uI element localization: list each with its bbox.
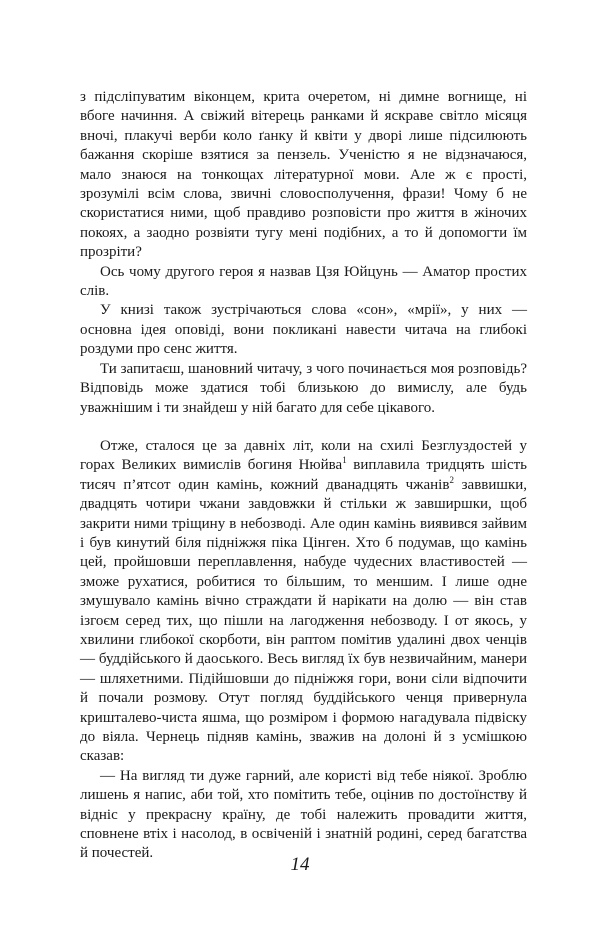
story-text-part-b: виплавила тридцять шість тисяч п’ятсот один камінь, кожний дванадцять чжанів — [80, 457, 528, 493]
paragraph-reader-question: Ти запитаєш, шановний читачу, з чого починається моя розповідь? Відповідь може здатися тобі близькою до вимислу, але будь уважнішим і ти знайдеш у ній багато для себе цікавого. — [80, 360, 527, 416]
story-text-part-c: заввишки, двадцять чотири чжани завдовжки й стільки ж завширшки, щоб закрити ними тріщину в небозводі. Але один камінь виявився зайвим і був кинутий біля підніжжя піка Цінген. Хто б подумав, що камінь цей, пройшовши переплавлення, набуде чудесних властивостей — зможе рухатися, робитися то більшим, то меншим. І лише одне змушувало камінь вічно страждати й нарікати на долю — він став ізгоєм серед тих, що пішли на лагодження небозводу. І от якось, у хвилини глибокої скорботи, він раптом помітив удалині двох ченців — буддійського й даоського. Весь вигляд їх був незвичайним, манери — шляхетними. Підійшовши до підніжжя гори, вони сіли відпочити й почали розмову. Отут погляд буддійського ченця привернула кришталево-чиста яшма, що розміром і формою нагадувала підвіску до віяла. Чернець підняв камінь, зважив на долоні й з усмішкою сказав: — [80, 476, 528, 765]
section-break — [80, 418, 527, 437]
page-body — [80, 88, 527, 864]
paragraph-dream-words: У книзі також зустрічаються слова «сон», «мрії», у них — основна ідея оповіді, вони покликані навести читача на глибокі роздуми про сенс життя. — [80, 302, 527, 358]
story-text-part-a: Отже, сталося це за давніх літ, коли на схилі Безглуздостей у горах Великих вимислів богиня Нюйва — [80, 437, 527, 474]
paragraph-second-hero: Ось чому другого героя я назвав Цзя Юйцунь — Аматор простих слів. — [80, 263, 527, 300]
paragraph-story-opening — [80, 437, 527, 767]
footnote-marker-2: 2 — [449, 474, 454, 485]
page-number: 14 — [290, 854, 310, 875]
paragraph-continuation: з підсліпуватим віконцем, крита очеретом, ні димне вогнище, ні вбоге начиння. А свіжий вітерець ранками й яскраве світло місяця вночі, плакучі верби коло ґанку й квіти у дворі лише підсилюють бажання скоріше взятися за пензель. Ученістю я не відзначаюся, мало знаюся на тонкощах літературної мови. Але ж є прості, зрозумілі всім слова, звичні словосполучення, фрази! Чому б не скористатися ними, щоб правдиво розповісти про життя в жіночих покоях, а заодно розвіяти тугу мені подібних, а то й допомогти їм прозріти? — [80, 89, 527, 261]
footnote-marker-1: 1 — [342, 455, 347, 466]
paragraph-monk-speech: — На вигляд ти дуже гарний, але користі від тебе ніякої. Зроблю лишень я напис, аби той, хто помітить тебе, оцінив по достоїнству й відніс у прекрасну країну, де тобі належить провадити життя, сповнене втіх і насолод, в освіченій і знатній родині, серед багатства й почестей. — [80, 767, 527, 862]
